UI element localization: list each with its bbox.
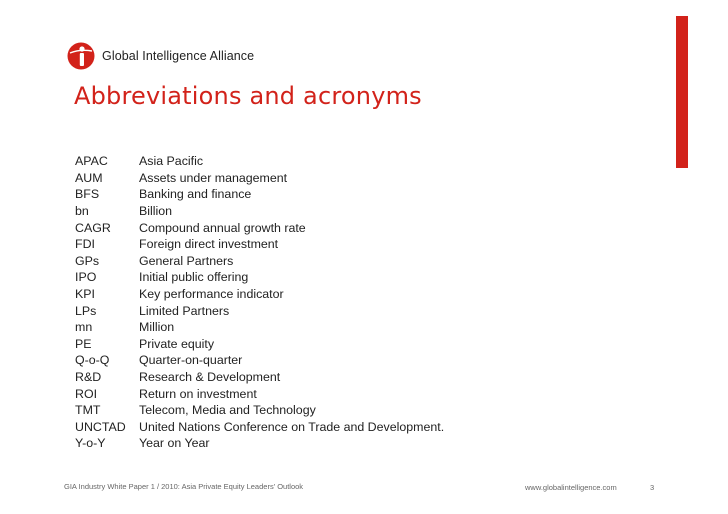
abbreviation-term: CAGR (75, 220, 111, 235)
abbreviation-definition: Telecom, Media and Technology (139, 403, 316, 418)
abbreviation-list (75, 153, 444, 452)
abbreviation-definition: Limited Partners (139, 303, 230, 318)
abbreviation-definition: Banking and finance (139, 187, 252, 202)
footer-publication: GIA Industry White Paper 1 / 2010: Asia Private Equity Leaders' Outlook (64, 482, 304, 491)
abbreviation-row (75, 336, 444, 353)
abbreviation-term: TMT (75, 403, 101, 418)
abbreviation-definition: General Partners (139, 253, 234, 268)
abbreviation-row (75, 352, 444, 369)
abbreviation-definition: Asia Pacific (139, 154, 204, 169)
abbreviation-definition: United Nations Conference on Trade and Development. (139, 419, 445, 434)
abbreviation-term: bn (75, 204, 89, 219)
abbreviation-definition: Compound annual growth rate (139, 220, 306, 235)
abbreviation-row (75, 186, 444, 203)
abbreviation-row (75, 286, 444, 303)
abbreviation-term: FDI (75, 237, 95, 252)
abbreviation-definition: Key performance indicator (139, 287, 284, 302)
abbreviation-term: ROI (75, 386, 98, 401)
abbreviation-term: UNCTAD (75, 419, 126, 434)
abbreviation-term: AUM (75, 170, 103, 185)
abbreviation-term: APAC (75, 154, 108, 169)
abbreviation-term: Y-o-Y (75, 436, 106, 451)
abbreviation-definition: Foreign direct investment (139, 237, 279, 252)
footer-url: www.globalintelligence.com (525, 483, 617, 492)
abbreviation-definition: Million (139, 320, 175, 335)
gia-logo-icon (67, 42, 95, 70)
abbreviation-term: R&D (75, 370, 102, 385)
abbreviation-row (75, 302, 444, 319)
abbreviation-term: Q-o-Q (75, 353, 110, 368)
page-title: Abbreviations and acronyms (74, 82, 422, 110)
abbreviation-row (75, 402, 444, 419)
abbreviation-row (75, 153, 444, 170)
abbreviation-term: IPO (75, 270, 97, 285)
abbreviation-term: mn (75, 320, 93, 335)
abbreviation-row (75, 170, 444, 187)
abbreviation-definition: Private equity (139, 336, 215, 351)
brand-name: Global Intelligence Alliance (102, 49, 255, 63)
abbreviation-row (75, 369, 444, 386)
abbreviation-definition: Initial public offering (139, 270, 249, 285)
abbreviation-row (75, 253, 444, 270)
abbreviation-row (75, 269, 444, 286)
abbreviation-term: LPs (75, 303, 97, 318)
abbreviation-definition: Year on Year (139, 436, 210, 451)
abbreviation-definition: Billion (139, 204, 173, 219)
abbreviation-definition: Research & Development (139, 370, 281, 385)
abbreviation-term: PE (75, 336, 92, 351)
abbreviation-row (75, 385, 444, 402)
abbreviation-row (75, 203, 444, 220)
abbreviation-term: BFS (75, 187, 100, 202)
page-number: 3 (650, 483, 655, 492)
abbreviation-term: GPs (75, 253, 100, 268)
abbreviation-row (75, 319, 444, 336)
abbreviation-row (75, 219, 444, 236)
abbreviation-definition: Assets under management (139, 170, 288, 185)
abbreviation-definition: Return on investment (139, 386, 257, 401)
abbreviation-row (75, 419, 444, 436)
accent-bar (676, 16, 688, 168)
abbreviation-row (75, 435, 444, 452)
abbreviation-definition: Quarter-on-quarter (139, 353, 243, 368)
abbreviation-term: KPI (75, 287, 95, 302)
brand-logo (67, 42, 254, 70)
abbreviation-row (75, 236, 444, 253)
